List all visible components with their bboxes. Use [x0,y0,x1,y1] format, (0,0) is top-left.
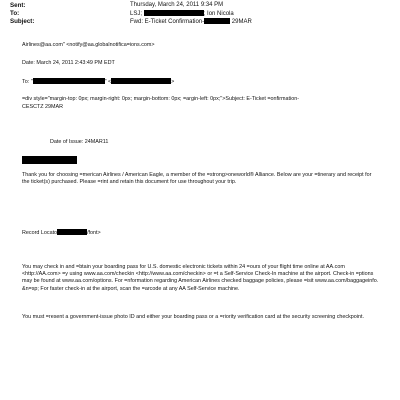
sent-label: Sent: [10,2,26,9]
to-row [10,10,390,18]
subject-value [130,18,252,26]
record-locator-line [22,229,382,237]
div-style-line-1: =div style="margin-top: 0px; margin-right: 0px; margin-bottom: 0px; =argin-left: 0px;">Subject: E-Ticket =onfirmation- [22,96,300,102]
sent-value: Thursday, March 24, 2011 9:34 PM [130,2,224,8]
subject-label: Subject: [10,18,35,25]
thanks-paragraph: Thank you for choosing =merican Airlines / American Eagle, a member of the =strong>oneworld® Alliance. Below are your =tinerary and receipt for the ticket(s) purchased. Please =rint and retain this document for use throughout your trip. [22,172,372,186]
redaction-bar [204,18,230,24]
subject-row [10,18,390,26]
redaction-bar [57,229,87,235]
date-line: Date: March 24, 2011 2:43:49 PM EDT [22,60,115,66]
redaction-bar [144,10,204,16]
to-prefix: LSJ; [130,11,143,17]
checkin-paragraph: You may check in and =btain your boarding pass for U.S. domestic electronic tickets within 24 =ours of your flight time online at AA.com <http://AA.com> =y using www.aa.com/checkin <http://www.aa.com/checkin> or =t a Self-Service Check-In machine at the airport. Check-in =ptions may be found at www.aa.com/options. For =nformation regarding American Airlines checked baggage policies, please =isit www.aa.com/baggageinfo. &n=sp; For faster check-in at the airport, scan the =arcode at any AA Self-Service machine. [22,264,379,292]
to-label: To: [10,10,20,17]
subject-prefix: Fwd: E-Ticket Confirmation- [130,19,205,25]
record-suffix: /font> [87,230,101,236]
to-line [22,78,382,86]
div-style-line-2: CESCTZ 29MAR [22,104,64,110]
to-line-mid: " < [104,79,112,85]
redaction-bar [22,156,77,164]
to-value [130,10,234,18]
to-line-end: > [171,79,175,85]
to-suffix: ; Ion Nicola [203,11,234,17]
redaction-bar [111,78,171,84]
to-line-prefix: To: " [22,79,33,85]
redaction-bar [33,78,105,84]
record-prefix: Record Locato [22,230,58,236]
sent-row [10,2,390,10]
from-line: Airlines@aa.com" <notify@aa.globalnotifica=ions.com> [22,42,155,48]
date-of-issue: Date of Issue: 24MAR11 [50,139,109,145]
photo-id-paragraph: You must =resent a government-issue photo ID and either your boarding pass or a =riority verification card at the security screening checkpoint. [22,314,364,320]
subject-suffix: 29MAR [230,19,252,25]
